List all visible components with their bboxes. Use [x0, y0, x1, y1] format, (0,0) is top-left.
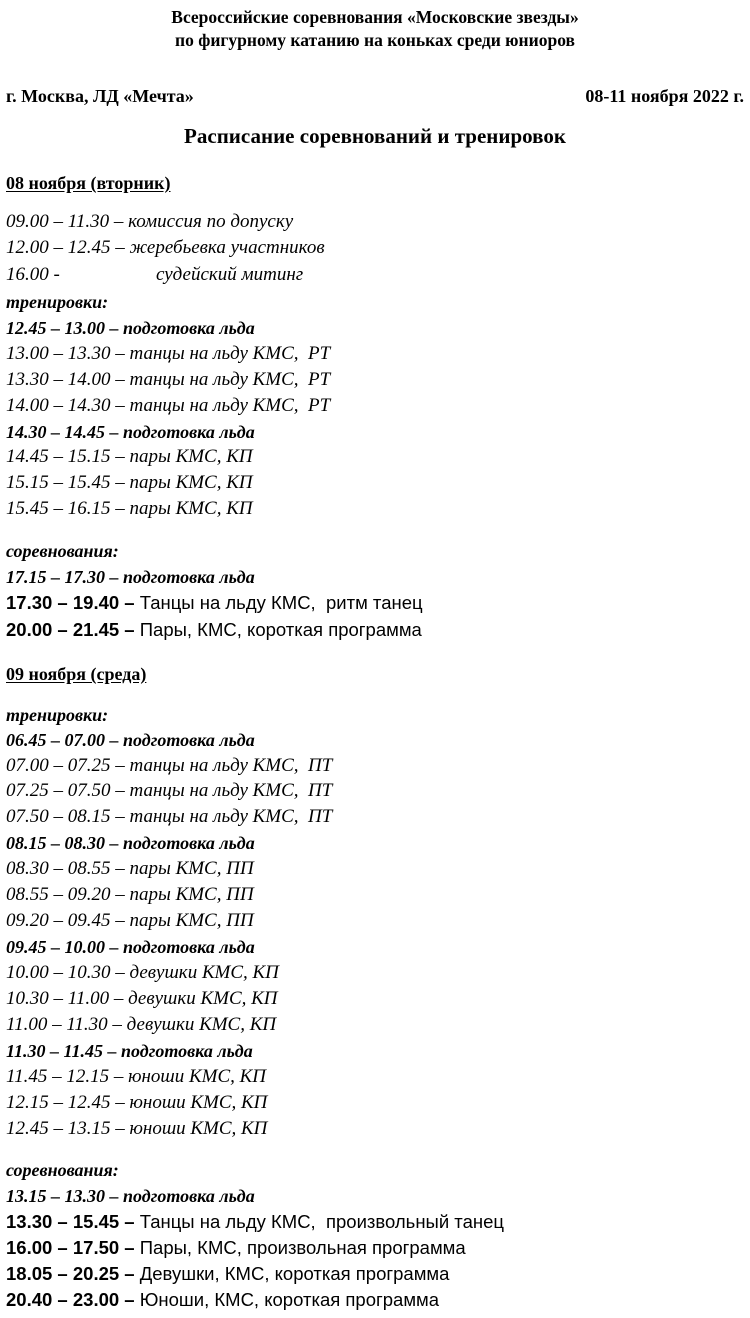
competition-time: 17.30 – 19.40 – — [6, 592, 140, 613]
competitions-label: соревнования: — [6, 1160, 119, 1180]
competition-line — [6, 1210, 504, 1234]
competition-time: 18.05 – 20.25 – — [6, 1263, 140, 1284]
training-line: 09.20 – 09.45 – пары КМС, ПП — [6, 910, 254, 931]
training-line: 08.30 – 08.55 – пары КМС, ПП — [6, 858, 254, 879]
admin-line: 09.00 – 11.30 – комиссия по допуску — [6, 211, 294, 232]
competition-event: Девушки, КМС, короткая программа — [139, 1263, 450, 1284]
training-line: 15.15 – 15.45 – пары КМС, КП — [6, 472, 253, 493]
competition-line — [6, 591, 423, 615]
ice-prep-line: 11.30 – 11.45 – подготовка льда — [6, 1041, 253, 1061]
training-line: 13.00 – 13.30 – танцы на льду КМС, РТ — [6, 343, 331, 364]
training-line: 13.30 – 14.00 – танцы на льду КМС, РТ — [6, 369, 331, 390]
competition-time: 13.30 – 15.45 – — [6, 1211, 140, 1232]
training-line: 07.00 – 07.25 – танцы на льду КМС, ПТ — [6, 755, 333, 776]
competition-line — [6, 1288, 439, 1312]
training-line: 11.45 – 12.15 – юноши КМС, КП — [6, 1066, 266, 1087]
competition-line — [6, 1262, 449, 1286]
judges-meeting-label: судейский митинг — [156, 264, 304, 285]
training-line: 10.30 – 11.00 – девушки КМС, КП — [6, 988, 278, 1009]
competition-line — [6, 618, 422, 642]
ice-prep-line: 09.45 – 10.00 – подготовка льда — [6, 937, 255, 957]
training-line: 14.00 – 14.30 – танцы на льду КМС, РТ — [6, 395, 331, 416]
competition-time: 20.40 – 23.00 – — [6, 1289, 140, 1310]
event-title — [0, 6, 750, 52]
training-line: 08.55 – 09.20 – пары КМС, ПП — [6, 884, 254, 905]
training-line: 07.25 – 07.50 – танцы на льду КМС, ПТ — [6, 780, 333, 801]
trainings-label: тренировки: — [6, 292, 109, 312]
ice-prep-line: 12.45 – 13.00 – подготовка льда — [6, 318, 255, 338]
day-header-nov-09: 09 ноября (среда) — [6, 664, 147, 684]
competition-event: Танцы на льду КМС, ритм танец — [139, 592, 423, 613]
trainings-label: тренировки: — [6, 705, 109, 725]
competition-time: 20.00 – 21.45 – — [6, 619, 140, 640]
training-line: 10.00 – 10.30 – девушки КМС, КП — [6, 962, 279, 983]
training-line: 11.00 – 11.30 – девушки КМС, КП — [6, 1014, 277, 1035]
training-line: 12.15 – 12.45 – юноши КМС, КП — [6, 1092, 268, 1113]
ice-prep-line: 14.30 – 14.45 – подготовка льда — [6, 422, 255, 442]
competition-event: Пары, КМС, короткая программа — [139, 619, 422, 640]
day-header-nov-08: 08 ноября (вторник) — [6, 173, 171, 193]
training-line: 12.45 – 13.15 – юноши КМС, КП — [6, 1118, 268, 1139]
judges-meeting-line — [6, 263, 303, 287]
event-dates: 08-11 ноября 2022 г. — [585, 86, 744, 106]
admin-line: 12.00 – 12.45 – жеребьевка участников — [6, 237, 325, 258]
training-line: 14.45 – 15.15 – пары КМС, КП — [6, 446, 253, 467]
judges-meeting-time: 16.00 - — [6, 264, 60, 285]
ice-prep-line: 17.15 – 17.30 – подготовка льда — [6, 567, 255, 587]
competition-event: Танцы на льду КМС, произвольный танец — [139, 1211, 504, 1232]
training-line: 15.45 – 16.15 – пары КМС, КП — [6, 498, 253, 519]
competitions-label: соревнования: — [6, 541, 119, 561]
training-line: 07.50 – 08.15 – танцы на льду КМС, ПТ — [6, 806, 333, 827]
competition-event: Юноши, КМС, короткая программа — [139, 1289, 440, 1310]
competition-event: Пары, КМС, произвольная программа — [139, 1237, 466, 1258]
event-title-line-1: Всероссийские соревнования «Московские звезды» — [171, 7, 579, 27]
schedule-title: Расписание соревнований и тренировок — [184, 124, 566, 148]
competition-line — [6, 1236, 466, 1260]
venue: г. Москва, ЛД «Мечта» — [6, 86, 194, 106]
event-title-line-2: по фигурному катанию на коньках среди юниоров — [175, 30, 575, 50]
competition-time: 16.00 – 17.50 – — [6, 1237, 140, 1258]
ice-prep-line: 13.15 – 13.30 – подготовка льда — [6, 1186, 255, 1206]
ice-prep-line: 06.45 – 07.00 – подготовка льда — [6, 730, 255, 750]
ice-prep-line: 08.15 – 08.30 – подготовка льда — [6, 833, 255, 853]
